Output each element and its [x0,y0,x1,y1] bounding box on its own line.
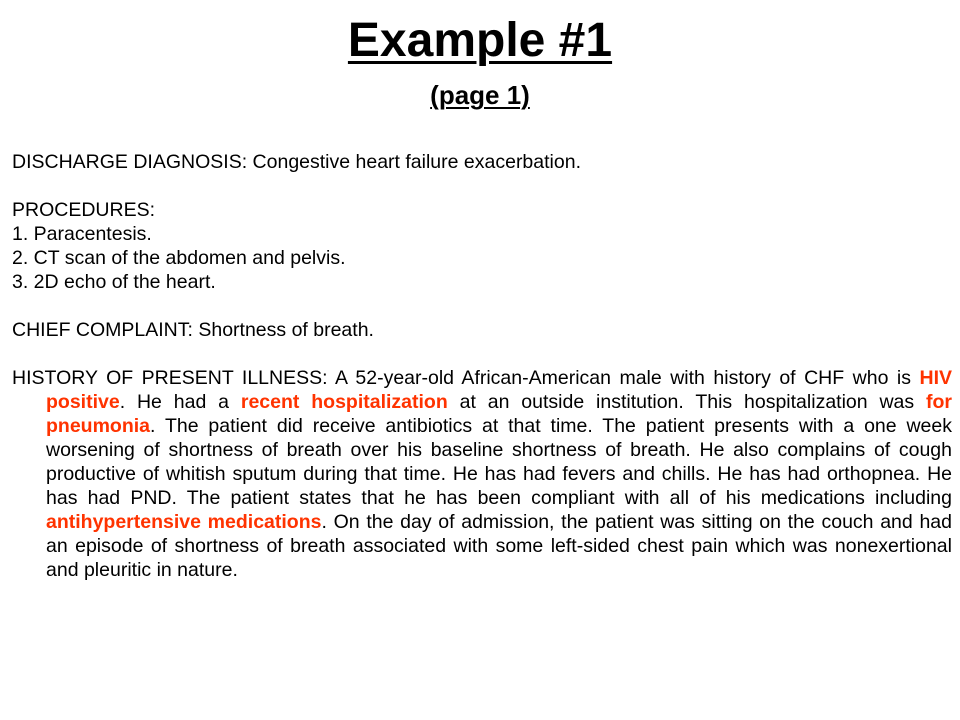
hpi-text: HISTORY OF PRESENT ILLNESS: A 52-year-old African-American male with history of CHF who is [12,367,920,389]
slide-subtitle: (page 1) [430,80,530,110]
hpi-text: . He had a [119,391,241,413]
hpi-text: at an outside institution. This hospitalization was [447,391,926,413]
spacer [12,294,952,318]
procedure-item-2: 2. CT scan of the abdomen and pelvis. [12,247,346,269]
spacer [12,342,952,366]
slide-body [12,150,952,582]
spacer [12,174,952,198]
hpi-text: . On the day of admission, the patient was sitting on the couch and had an episode of shortness of breath associated with some left-sided chest pain which was nonexertional and pleuritic in nature. [46,511,952,581]
hpi-text: . The patient did receive antibiotics at that time. The patient presents with a one week worsening of shortness of breath over his baseline shortness of breath. He also complains of cough productive of whitish sputum during that time. He has had fevers and chills. He has had orthopnea. He has had PND. The patient states that he has been compliant with all of his medications including [46,415,952,509]
discharge-diagnosis: DISCHARGE DIAGNOSIS: Congestive heart failure exacerbation. [12,151,581,173]
procedure-item-3: 3. 2D echo of the heart. [12,271,216,293]
hpi-highlight: recent hospitalization [240,391,448,413]
hpi-highlight: HIV positive [46,367,952,413]
slide-title: Example #1 [347,14,613,67]
hpi-highlight: for pneumonia [46,391,952,437]
history-of-present-illness [12,366,952,582]
procedure-item-1: 1. Paracentesis. [12,223,152,245]
hpi-highlight: antihypertensive medications [46,511,322,533]
chief-complaint: CHIEF COMPLAINT: Shortness of breath. [12,319,374,341]
procedures-heading: PROCEDURES: [12,199,156,221]
